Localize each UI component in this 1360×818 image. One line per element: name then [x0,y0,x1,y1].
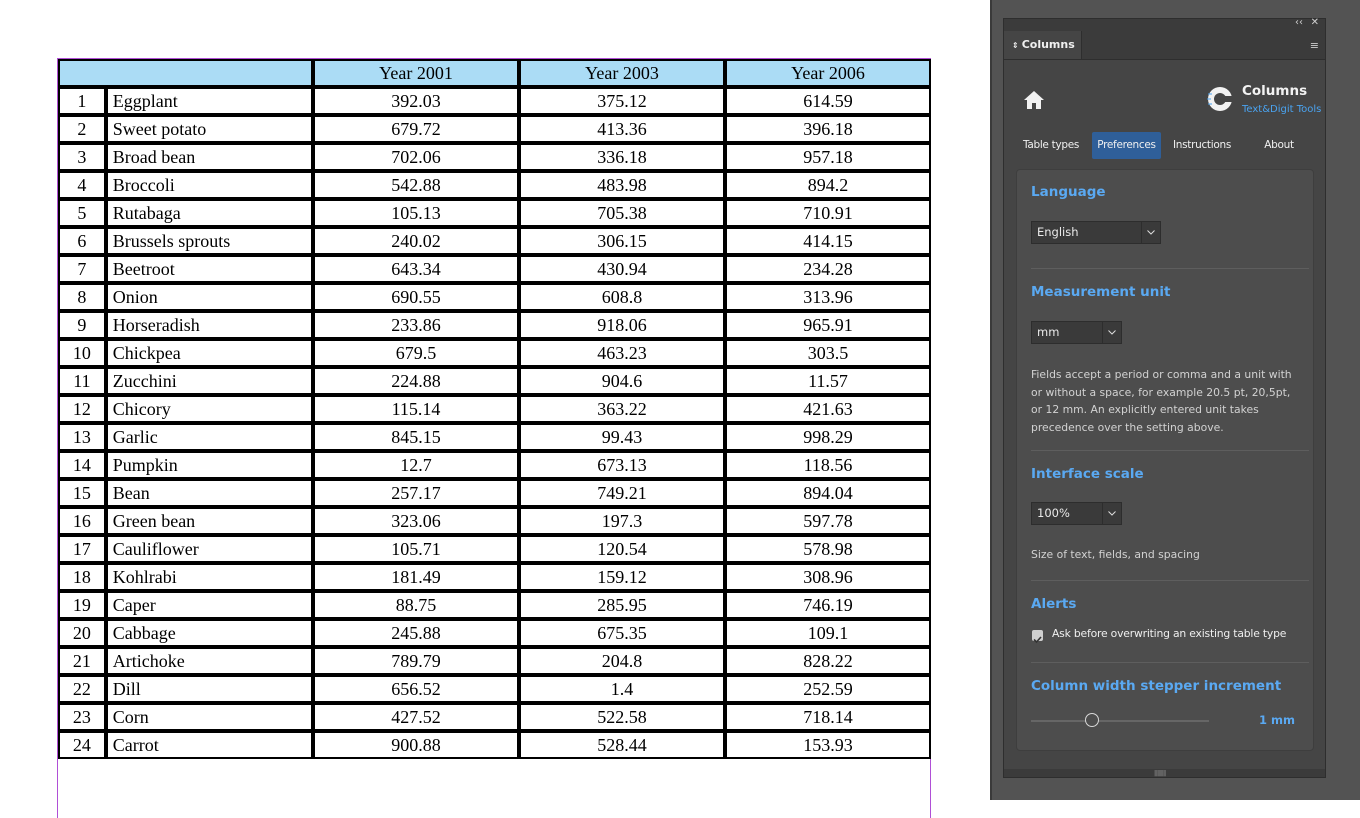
panel-tab-columns[interactable] [1004,31,1082,59]
vegetable-name-cell[interactable]: Beetroot [106,255,313,283]
stepper-title: Column width stepper increment [1031,678,1282,694]
vegetable-name-cell[interactable]: Cauliflower [106,535,313,563]
table-row [58,731,931,759]
table-row [58,395,931,423]
row-number-cell[interactable]: 9 [58,311,106,339]
row-number-cell[interactable]: 14 [58,451,106,479]
table-row [58,563,931,591]
row-number-cell[interactable]: 16 [58,507,106,535]
row-number-cell[interactable]: 3 [58,143,106,171]
value-cell[interactable]: 710.91 [725,199,931,227]
row-number-cell[interactable]: 4 [58,171,106,199]
value-cell[interactable]: 845.15 [313,423,519,451]
value-cell[interactable]: 414.15 [725,227,931,255]
measurement-value: mm [1037,325,1060,339]
value-cell[interactable]: 245.88 [313,619,519,647]
vegetable-name-cell[interactable]: Pumpkin [106,451,313,479]
value-cell[interactable]: 224.88 [313,367,519,395]
value-cell[interactable]: 998.29 [725,423,931,451]
value-cell[interactable]: 597.78 [725,507,931,535]
data-table[interactable] [58,59,931,759]
value-cell[interactable]: 656.52 [313,675,519,703]
value-cell[interactable]: 483.98 [519,171,725,199]
row-number-cell[interactable]: 13 [58,423,106,451]
vegetable-name-cell[interactable]: Sweet potato [106,115,313,143]
table-row [58,143,931,171]
value-cell[interactable]: 679.72 [313,115,519,143]
value-cell[interactable]: 392.03 [313,87,519,115]
scale-description: Size of text, fields, and spacing [1031,548,1200,561]
vegetable-name-cell[interactable]: Dill [106,675,313,703]
value-cell[interactable]: 1.4 [519,675,725,703]
value-cell[interactable]: 894.2 [725,171,931,199]
desc-line: or without a space, for example 20.5 pt, 20,5pt, [1031,385,1291,399]
value-cell[interactable]: 336.18 [519,143,725,171]
value-cell[interactable]: 233.86 [313,311,519,339]
value-cell[interactable]: 828.22 [725,647,931,675]
row-number-cell[interactable]: 7 [58,255,106,283]
desc-line: or 12 mm. An explicitly entered unit takes [1031,403,1259,416]
value-cell[interactable]: 396.18 [725,115,931,143]
panel-tab-row [1004,31,1325,60]
row-number-cell[interactable]: 22 [58,675,106,703]
scale-title: Interface scale [1031,466,1144,482]
row-number-cell[interactable]: 6 [58,227,106,255]
table-row [58,339,931,367]
value-cell[interactable]: 965.91 [725,311,931,339]
value-cell[interactable]: 675.35 [519,619,725,647]
brand-subtitle: Text&Digit Tools [1242,104,1322,115]
vegetable-name-cell[interactable]: Chicory [106,395,313,423]
value-cell[interactable]: 463.23 [519,339,725,367]
row-number-cell[interactable]: 5 [58,199,106,227]
value-cell[interactable]: 957.18 [725,143,931,171]
table-row [58,87,931,115]
desc-line: Fields accept a period or comma and a unit with [1031,368,1292,381]
value-cell[interactable]: 363.22 [519,395,725,423]
value-cell[interactable]: 313.96 [725,283,931,311]
table-row [58,367,931,395]
home-icon[interactable] [1023,90,1045,110]
value-cell[interactable]: 749.21 [519,479,725,507]
checkmark-icon [1032,634,1043,645]
value-cell[interactable]: 608.8 [519,283,725,311]
value-cell[interactable]: 323.06 [313,507,519,535]
value-cell[interactable]: 673.13 [519,451,725,479]
columns-panel [1003,18,1326,778]
chevron-down-icon [1102,322,1121,343]
value-cell[interactable]: 120.54 [519,535,725,563]
table-row [58,311,931,339]
language-select[interactable] [1031,221,1161,244]
value-cell[interactable]: 421.63 [725,395,931,423]
row-number-cell[interactable]: 11 [58,367,106,395]
preferences-card [1016,169,1314,751]
value-cell[interactable]: 308.96 [725,563,931,591]
vegetable-name-cell[interactable]: Corn [106,703,313,731]
value-cell[interactable]: 285.95 [519,591,725,619]
column-header[interactable]: Year 2003 [519,59,725,87]
alert-checkbox[interactable] [1032,630,1043,641]
columns-logo-icon [1206,85,1234,113]
value-cell[interactable]: 679.5 [313,339,519,367]
row-number-cell[interactable]: 19 [58,591,106,619]
table-row [58,255,931,283]
vegetable-name-cell[interactable]: Kohlrabi [106,563,313,591]
vegetable-name-cell[interactable]: Bean [106,479,313,507]
value-cell[interactable]: 105.71 [313,535,519,563]
header-corner-cell[interactable] [58,59,313,87]
value-cell[interactable]: 118.56 [725,451,931,479]
value-cell[interactable]: 99.43 [519,423,725,451]
table-row [58,591,931,619]
stepper-slider-handle[interactable] [1085,713,1099,727]
vegetable-name-cell[interactable]: Zucchini [106,367,313,395]
desc-line: precedence over the setting above. [1031,420,1224,434]
row-number-cell[interactable]: 20 [58,619,106,647]
value-cell[interactable]: 153.93 [725,731,931,759]
value-cell[interactable]: 614.59 [725,87,931,115]
value-cell[interactable]: 181.49 [313,563,519,591]
value-cell[interactable]: 252.59 [725,675,931,703]
row-number-cell[interactable]: 18 [58,563,106,591]
alerts-title: Alerts [1031,596,1077,612]
value-cell[interactable]: 303.5 [725,339,931,367]
divider [1031,268,1309,269]
row-number-cell[interactable]: 2 [58,115,106,143]
value-cell[interactable]: 413.36 [519,115,725,143]
vegetable-name-cell[interactable]: Carrot [106,731,313,759]
value-cell[interactable]: 375.12 [519,87,725,115]
row-number-cell[interactable]: 24 [58,731,106,759]
value-cell[interactable]: 88.75 [313,591,519,619]
value-cell[interactable]: 643.34 [313,255,519,283]
stepper-value: 1 mm [1259,713,1295,727]
row-number-cell[interactable]: 17 [58,535,106,563]
value-cell[interactable]: 115.14 [313,395,519,423]
table-row [58,283,931,311]
tab-table-types[interactable]: Table types [1022,139,1080,151]
divider [1031,580,1309,581]
value-cell[interactable]: 240.02 [313,227,519,255]
value-cell[interactable]: 197.3 [519,507,725,535]
measurement-title: Measurement unit [1031,284,1171,300]
tab-arrows-icon: ⇕ [1012,41,1019,50]
vegetable-name-cell[interactable]: Caper [106,591,313,619]
tab-preferences[interactable]: Preferences [1092,132,1161,159]
value-cell[interactable]: 11.57 [725,367,931,395]
row-number-cell[interactable]: 10 [58,339,106,367]
divider [1031,450,1309,451]
value-cell[interactable]: 430.94 [519,255,725,283]
value-cell[interactable]: 702.06 [313,143,519,171]
vegetable-name-cell[interactable]: Onion [106,283,313,311]
chevron-down-icon [1102,503,1121,524]
value-cell[interactable]: 522.58 [519,703,725,731]
value-cell[interactable]: 718.14 [725,703,931,731]
vegetable-name-cell[interactable]: Eggplant [106,87,313,115]
value-cell[interactable]: 12.7 [313,451,519,479]
value-cell[interactable]: 690.55 [313,283,519,311]
value-cell[interactable]: 705.38 [519,199,725,227]
scale-select[interactable] [1031,502,1122,525]
tab-about[interactable]: About [1264,139,1294,151]
vegetable-name-cell[interactable]: Garlic [106,423,313,451]
chevron-down-icon [1141,222,1160,243]
table-row [58,647,931,675]
value-cell[interactable]: 159.12 [519,563,725,591]
table-row [58,619,931,647]
table-row [58,171,931,199]
value-cell[interactable]: 789.79 [313,647,519,675]
value-cell[interactable]: 894.04 [725,479,931,507]
row-number-cell[interactable]: 23 [58,703,106,731]
table-row [58,423,931,451]
value-cell[interactable]: 234.28 [725,255,931,283]
row-number-cell[interactable]: 15 [58,479,106,507]
collapse-icon[interactable]: ‹‹ [1295,17,1303,28]
table-row [58,115,931,143]
column-header[interactable]: Year 2001 [313,59,519,87]
panel-resize-bar[interactable] [1004,769,1325,777]
value-cell[interactable]: 904.6 [519,367,725,395]
value-cell[interactable]: 204.8 [519,647,725,675]
table-row [58,507,931,535]
panel-title-bar[interactable] [1004,19,1325,31]
value-cell[interactable]: 257.17 [313,479,519,507]
value-cell[interactable]: 109.1 [725,619,931,647]
vegetable-name-cell[interactable]: Chickpea [106,339,313,367]
value-cell[interactable]: 306.15 [519,227,725,255]
stepper-slider-track[interactable] [1031,720,1209,722]
measurement-description [1031,366,1292,436]
value-cell[interactable]: 578.98 [725,535,931,563]
vegetable-name-cell[interactable]: Cabbage [106,619,313,647]
table-row [58,675,931,703]
brand-name: Columns [1242,83,1308,99]
vegetable-name-cell[interactable]: Broad bean [106,143,313,171]
table-row [58,535,931,563]
close-icon[interactable]: ✕ [1310,17,1319,28]
value-cell[interactable]: 542.88 [313,171,519,199]
panel-menu-icon[interactable]: ≡ [1309,39,1319,52]
language-title: Language [1031,184,1106,200]
alert-checkbox-label[interactable]: Ask before overwriting an existing table type [1052,627,1287,640]
table-row [58,703,931,731]
vegetable-name-cell[interactable]: Green bean [106,507,313,535]
table-row [58,479,931,507]
table-row [58,227,931,255]
row-number-cell[interactable]: 12 [58,395,106,423]
column-header[interactable]: Year 2006 [725,59,931,87]
row-number-cell[interactable]: 21 [58,647,106,675]
table-header-row [58,59,931,87]
value-cell[interactable]: 900.88 [313,731,519,759]
vegetable-name-cell[interactable]: Broccoli [106,171,313,199]
measurement-select[interactable] [1031,321,1122,344]
vegetable-name-cell[interactable]: Brussels sprouts [106,227,313,255]
row-number-cell[interactable]: 1 [58,87,106,115]
tab-instructions[interactable]: Instructions [1172,139,1232,151]
value-cell[interactable]: 746.19 [725,591,931,619]
table-row [58,451,931,479]
value-cell[interactable]: 105.13 [313,199,519,227]
divider [1031,662,1309,663]
vegetable-name-cell[interactable]: Artichoke [106,647,313,675]
language-value: English [1037,225,1079,239]
value-cell[interactable]: 918.06 [519,311,725,339]
resize-grip-icon[interactable]: ||||||||||| [1154,770,1166,777]
value-cell[interactable]: 528.44 [519,731,725,759]
table-row [58,199,931,227]
scale-value: 100% [1037,506,1070,520]
panel-tab-label: Columns [1021,38,1075,51]
vegetable-name-cell[interactable]: Rutabaga [106,199,313,227]
vegetable-name-cell[interactable]: Horseradish [106,311,313,339]
value-cell[interactable]: 427.52 [313,703,519,731]
row-number-cell[interactable]: 8 [58,283,106,311]
